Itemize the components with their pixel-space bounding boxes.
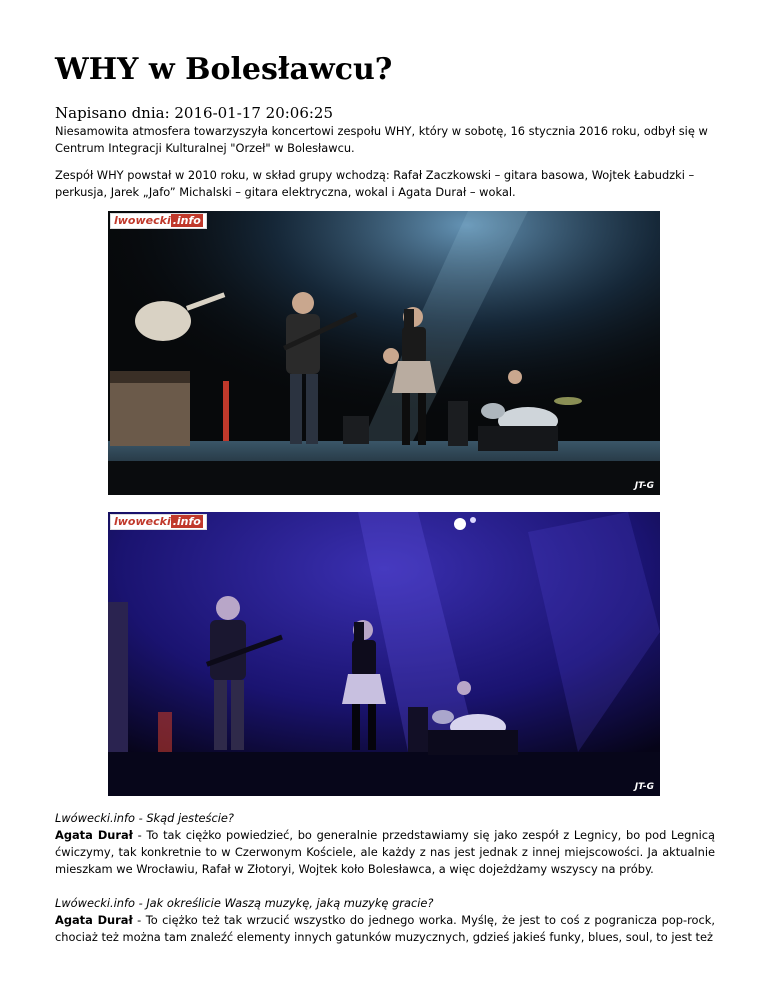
lwowecki-logo: lwowecki .info bbox=[110, 514, 207, 530]
interview-block-2 bbox=[55, 895, 715, 946]
photo-credit: JT-G bbox=[634, 782, 654, 792]
photo-credit: JT-G bbox=[634, 481, 654, 491]
publish-date: Napisano dnia: 2016-01-17 20:06:25 bbox=[55, 104, 334, 122]
speaker-name: Agata Durał bbox=[55, 913, 133, 927]
interview-block-1 bbox=[55, 810, 715, 878]
interview-answer bbox=[55, 827, 715, 878]
answer-text: - To tak ciężko powiedzieć, bo generalnie przedstawiamy się jako zespół z Legnicy, bo pod Legnicą ćwiczymy, tak konkretnie to w Czerwonym Kościele, ale każdy z nas jest jednak z innej miejscowości. Ja aktualnie mieszkam we Wrocławiu, Rafał w Złotoryi, Wojtek koło Bolesławca, a więc dojeżdżamy wszyscy na próby. bbox=[55, 828, 715, 876]
concert-photo-1 bbox=[108, 211, 660, 495]
intro-paragraph: Niesamowita atmosfera towarzyszyła koncertowi zespołu WHY, który w sobotę, 16 stycznia 2016 roku, odbył się w Centrum Integracji Kulturalnej "Orzeł" w Bolesławcu. bbox=[55, 124, 708, 155]
lineup-paragraph: Zespół WHY powstał w 2010 roku, w skład grupy wchodzą: Rafał Zaczkowski – gitara basowa, Wojtek Łabudzki – perkusja, Jarek „Jafo” Michalski – gitara elektryczna, wokal i Agata Durał – wokal. bbox=[55, 168, 695, 199]
article-title: WHY w Bolesławcu? bbox=[55, 52, 393, 87]
interview-question: Lwówecki.info - Skąd jesteście? bbox=[55, 811, 234, 825]
interview-question: Lwówecki.info - Jak określicie Waszą muzykę, jaką muzykę gracie? bbox=[55, 896, 434, 910]
interview-answer bbox=[55, 912, 715, 946]
answer-text: - To ciężko też tak wrzucić wszystko do jednego worka. Myślę, że jest to coś z pogranicza pop-rock, chociaż też można tam znaleźć elementy innych gatunków muzycznych, gdzieś jakieś funky, blues, soul, to jest też bbox=[55, 913, 715, 944]
concert-photo-2 bbox=[108, 512, 660, 796]
speaker-name: Agata Durał bbox=[55, 828, 133, 842]
lwowecki-logo: lwowecki .info bbox=[110, 213, 207, 229]
